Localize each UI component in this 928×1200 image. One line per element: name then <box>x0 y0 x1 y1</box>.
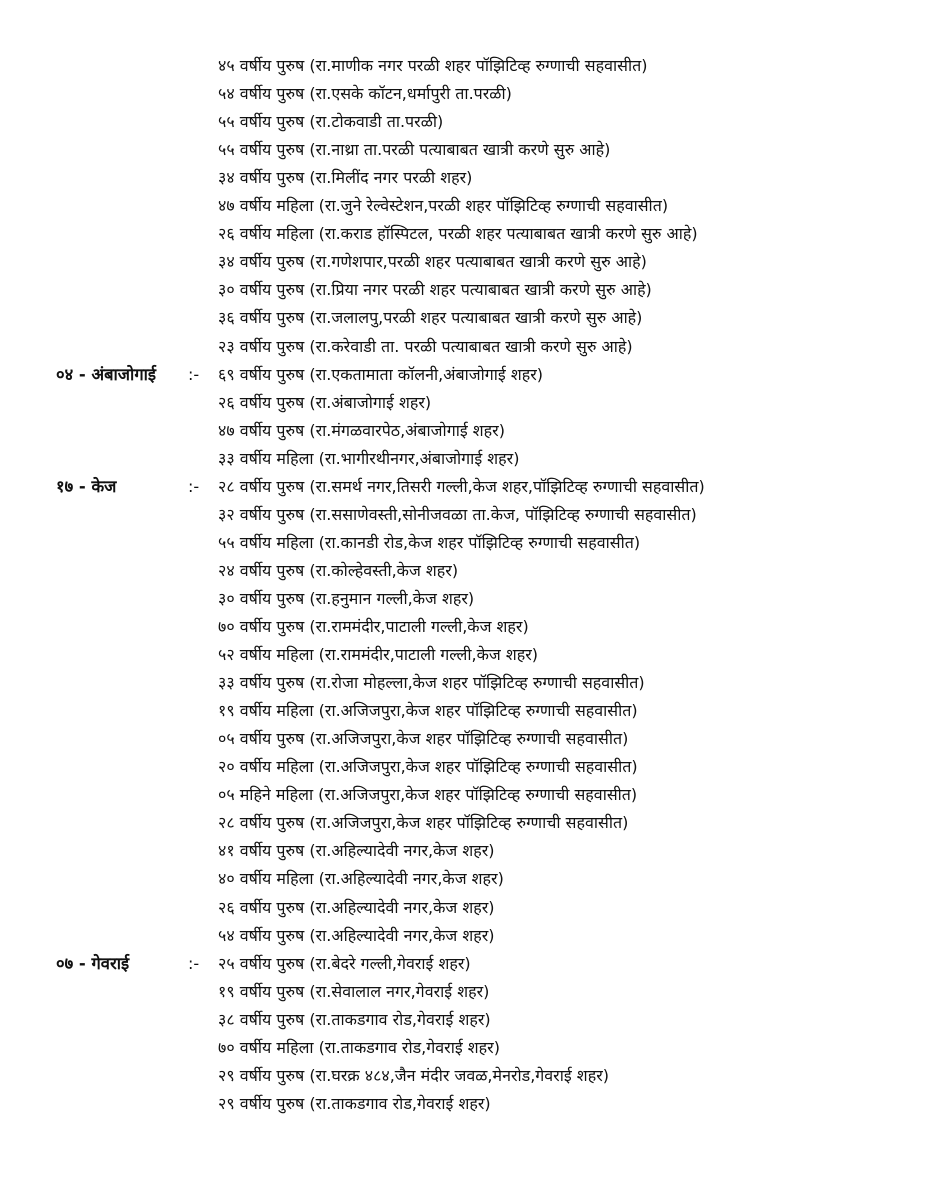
section-heading: १७ - केज <box>56 476 117 496</box>
patient-entry: ४५ वर्षीय पुरुष (रा.माणीक नगर परळी शहर पॉझिटिव्ह रुग्णाची सहवासीत) <box>218 56 648 75</box>
list-item <box>0 276 928 304</box>
list-item <box>0 501 928 529</box>
patient-entry: ४७ वर्षीय पुरुष (रा.मंगळवारपेठ,अंबाजोगाई शहर) <box>218 420 505 440</box>
list-item <box>0 557 928 585</box>
list-item <box>0 136 928 164</box>
patient-entry: ३३ वर्षीय पुरुष (रा.रोजा मोहल्ला,केज शहर पॉझिटिव्ह रुग्णाची सहवासीत) <box>218 673 645 693</box>
patient-entry: २६ वर्षीय पुरुष (रा.अहिल्यादेवी नगर,केज शहर) <box>218 897 495 917</box>
patient-entry: १९ वर्षीय महिला (रा.अजिजपुरा,केज शहर पॉझिटिव्ह रुग्णाची सहवासीत) <box>218 701 638 721</box>
patient-entry: ३४ वर्षीय पुरुष (रा.गणेशपार,परळी शहर पत्याबाबत खात्री करणे सुरु आहे) <box>218 252 647 272</box>
list-item <box>0 1034 928 1062</box>
list-item <box>0 108 928 136</box>
section-heading: ०७ - गेवराई <box>56 953 130 973</box>
patient-entry: ७० वर्षीय पुरुष (रा.राममंदीर,पाटाली गल्ली,केज शहर) <box>218 617 529 636</box>
patient-entry: ५४ वर्षीय पुरुष (रा.अहिल्यादेवी नगर,केज शहर) <box>218 925 495 945</box>
list-item <box>0 865 928 893</box>
patient-entry: २५ वर्षीय पुरुष (रा.बेदरे गल्ली,गेवराई शहर) <box>218 953 471 973</box>
patient-entry: ५४ वर्षीय पुरुष (रा.एसके कॉटन,धर्मापुरी ता.परळी) <box>218 84 512 104</box>
list-item <box>0 473 928 501</box>
list-item <box>0 80 928 108</box>
list-item <box>0 837 928 865</box>
patient-entry: ७० वर्षीय महिला (रा.ताकडगाव रोड,गेवराई शहर) <box>218 1037 500 1057</box>
patient-entry: ५२ वर्षीय महिला (रा.राममंदीर,पाटाली गल्ली,केज शहर) <box>218 645 539 665</box>
patient-entry: ०५ वर्षीय पुरुष (रा.अजिजपुरा,केज शहर पॉझिटिव्ह रुग्णाची सहवासीत) <box>218 729 629 749</box>
list-item <box>0 725 928 753</box>
patient-entry: ३४ वर्षीय पुरुष (रा.मिलींद नगर परळी शहर) <box>218 168 473 188</box>
patient-entry: ६९ वर्षीय पुरुष (रा.एकतामाता कॉलनी,अंबाजोगाई शहर) <box>218 364 544 384</box>
list-item <box>0 697 928 725</box>
patient-entry: ४१ वर्षीय पुरुष (रा.अहिल्यादेवी नगर,केज शहर) <box>218 841 495 861</box>
list-item <box>0 1090 928 1118</box>
list-item <box>0 950 928 978</box>
list-item <box>0 1062 928 1090</box>
section-heading: ०४ - अंबाजोगाई <box>56 364 156 384</box>
list-item <box>0 248 928 276</box>
list-item <box>0 641 928 669</box>
list-item <box>0 445 928 473</box>
section-separator: :- <box>188 364 200 384</box>
list-item <box>0 613 928 641</box>
patient-entry: २४ वर्षीय पुरुष (रा.कोल्हेवस्ती,केज शहर) <box>218 560 459 580</box>
patient-entry: ५५ वर्षीय पुरुष (रा.नाथ्रा ता.परळी पत्याबाबत खात्री करणे सुरु आहे) <box>218 140 611 160</box>
list-item <box>0 529 928 557</box>
patient-entry: २८ वर्षीय पुरुष (रा.अजिजपुरा,केज शहर पॉझिटिव्ह रुग्णाची सहवासीत) <box>218 813 629 833</box>
patient-entry: २० वर्षीय महिला (रा.अजिजपुरा,केज शहर पॉझिटिव्ह रुग्णाची सहवासीत) <box>218 757 638 777</box>
list-item <box>0 809 928 837</box>
list-item <box>0 192 928 220</box>
list-item <box>0 922 928 950</box>
list-item <box>0 220 928 248</box>
section-separator: :- <box>188 953 200 973</box>
patient-entry: १९ वर्षीय पुरुष (रा.सेवालाल नगर,गेवराई शहर) <box>218 981 490 1001</box>
patient-entry: ३० वर्षीय पुरुष (रा.हनुमान गल्ली,केज शहर) <box>218 588 475 608</box>
list-item <box>0 585 928 613</box>
list-item <box>0 52 928 80</box>
patient-entry: ३२ वर्षीय पुरुष (रा.ससाणेवस्ती,सोनीजवळा ता.केज, पॉझिटिव्ह रुग्णाची सहवासीत) <box>218 504 697 524</box>
patient-entry: ०५ महिने महिला (रा.अजिजपुरा,केज शहर पॉझिटिव्ह रुग्णाची सहवासीत) <box>218 785 638 805</box>
patient-entry: २६ वर्षीय पुरुष (रा.अंबाजोगाई शहर) <box>218 392 432 412</box>
list-item <box>0 978 928 1006</box>
list-item <box>0 389 928 417</box>
patient-entry: ५५ वर्षीय महिला (रा.कानडी रोड,केज शहर पॉझिटिव्ह रुग्णाची सहवासीत) <box>218 532 641 552</box>
list-item <box>0 164 928 192</box>
list-item <box>0 781 928 809</box>
patient-entry: २९ वर्षीय पुरुष (रा.घरक्र ४८४,जैन मंदीर जवळ,मेनरोड,गेवराई शहर) <box>218 1065 609 1085</box>
list-item <box>0 417 928 445</box>
patient-entry: ४७ वर्षीय महिला (रा.जुने रेल्वेस्टेशन,परळी शहर पॉझिटिव्ह रुग्णाची सहवासीत) <box>218 196 669 216</box>
list-item <box>0 1006 928 1034</box>
list-item <box>0 361 928 389</box>
patient-entry: २६ वर्षीय महिला (रा.कराड हॉस्पिटल, परळी शहर पत्याबाबत खात्री करणे सुरु आहे) <box>218 224 698 244</box>
patient-entry: ३३ वर्षीय महिला (रा.भागीरथीनगर,अंबाजोगाई शहर) <box>218 448 520 468</box>
list-item <box>0 304 928 332</box>
list-item <box>0 333 928 361</box>
patient-entry: ३६ वर्षीय पुरुष (रा.जलालपु,परळी शहर पत्याबाबत खात्री करणे सुरु आहे) <box>218 308 643 328</box>
patient-entry: ३८ वर्षीय पुरुष (रा.ताकडगाव रोड,गेवराई शहर) <box>218 1009 491 1029</box>
patient-entry: २८ वर्षीय पुरुष (रा.समर्थ नगर,तिसरी गल्ली,केज शहर,पॉझिटिव्ह रुग्णाची सहवासीत) <box>218 476 705 496</box>
list-item <box>0 669 928 697</box>
list-item <box>0 753 928 781</box>
patient-entry: २३ वर्षीय पुरुष (रा.करेवाडी ता. परळी पत्याबाबत खात्री करणे सुरु आहे) <box>218 336 633 356</box>
patient-entry: ४० वर्षीय महिला (रा.अहिल्यादेवी नगर,केज शहर) <box>218 869 504 889</box>
patient-entry: ५५ वर्षीय पुरुष (रा.टोकवाडी ता.परळी) <box>218 112 444 132</box>
section-separator: :- <box>188 476 200 496</box>
patient-entry: २९ वर्षीय पुरुष (रा.ताकडगाव रोड,गेवराई शहर) <box>218 1093 491 1113</box>
patient-entry: ३० वर्षीय पुरुष (रा.प्रिया नगर परळी शहर पत्याबाबत खात्री करणे सुरु आहे) <box>218 280 652 300</box>
list-item <box>0 894 928 922</box>
